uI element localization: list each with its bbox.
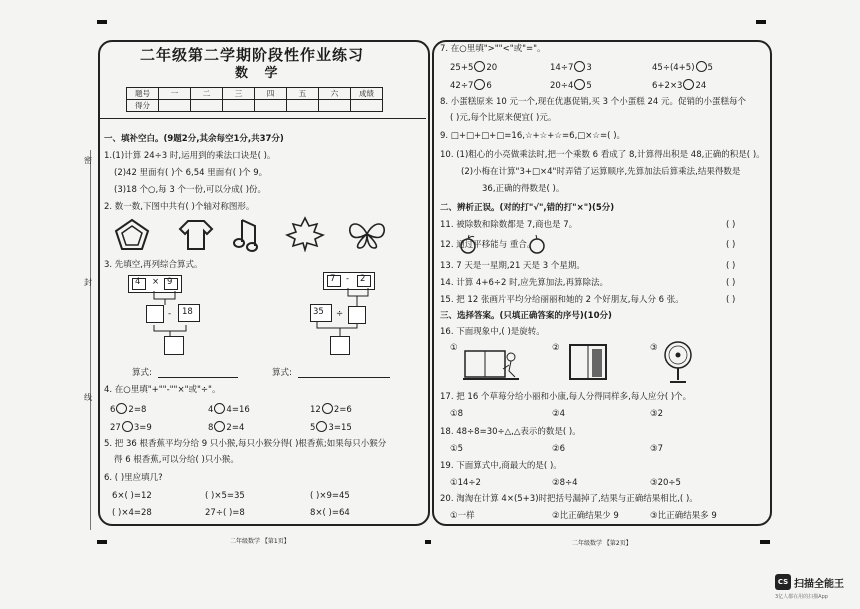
side-word-xian: 线	[84, 393, 92, 402]
answer-line[interactable]	[298, 377, 390, 378]
fill-item: 8 2=4	[208, 423, 245, 433]
question-10a: 10. (1)粗心的小亮做乘法时,把一个乘数 6 看成了 8,计算得出积是 48,正确的积是( )。	[440, 150, 765, 160]
side-word-feng: 封	[84, 278, 92, 287]
registration-mark	[760, 540, 770, 544]
judge-statement: 14. 计算 4+6÷2 时,应先算加法,再算除法。	[440, 278, 608, 288]
score-header-cell: 六	[319, 88, 351, 100]
score-header-cell: 一	[159, 88, 191, 100]
fill-item: 4 4=16	[208, 405, 250, 415]
question-10c: 36,正确的得数是( )。	[482, 184, 565, 194]
question-8a: 8. 小蛋糕原来 10 元一个,现在优惠促销,买 3 个小蛋糕 24 元。促销的小蛋糕每个	[440, 97, 746, 107]
question-7: 7. 在○里填">""<"或"="。	[440, 44, 546, 54]
choice-option: ③20÷5	[650, 478, 681, 488]
judge-statement: 15. 把 12 张画片平均分给丽丽和她的 2 个好朋友,每人分 6 张。	[440, 295, 684, 305]
choice-option: ①5	[450, 444, 464, 454]
fill-item: 27÷( )=8	[205, 508, 245, 518]
diagram-number: 9	[167, 277, 173, 287]
shirt-figure	[178, 218, 214, 252]
score-header-cell: 四	[255, 88, 287, 100]
compare-item: 14÷7 3	[550, 63, 592, 73]
judge-statement: 12. 通过平移能与 重合。	[440, 240, 536, 250]
page-title: 二年级第二学期阶段性作业练习	[140, 46, 365, 64]
answer-box[interactable]	[330, 336, 350, 355]
fill-item: 6×( )=12	[112, 491, 152, 501]
fill-item: 6 2=8	[110, 405, 147, 415]
score-table	[126, 87, 383, 112]
fill-item: 8×( )=64	[310, 508, 350, 518]
option-label: ③	[650, 343, 658, 353]
fill-item: ( )×9=45	[310, 491, 350, 501]
score-cell[interactable]	[223, 100, 255, 112]
choice-option: ②6	[552, 444, 566, 454]
choice-option: ①一样	[450, 511, 475, 521]
scanner-logo	[775, 574, 844, 590]
binding-line	[90, 150, 91, 530]
fill-item: ( )×5=35	[205, 491, 245, 501]
compare-item: 45÷(4+5) 5	[652, 63, 713, 73]
score-header-cell: 题号	[127, 88, 159, 100]
compare-item: 6+2×3 24	[652, 81, 707, 91]
option-label: ①	[450, 343, 458, 353]
diagram-number: 7	[330, 274, 336, 284]
score-cell[interactable]	[191, 100, 223, 112]
page-footer: 二年级数学 【第1页】	[230, 538, 290, 545]
registration-mark	[756, 20, 766, 24]
diagram-number: 18	[182, 307, 193, 317]
subject-title: 数 学	[235, 66, 284, 81]
section-heading: 三、选择答案。(只填正确答案的序号)(10分)	[440, 311, 612, 321]
pentagon-figure	[114, 218, 150, 252]
choice-option: ③2	[650, 409, 664, 419]
judge-answer[interactable]: ( )	[726, 261, 736, 271]
page-footer: 二年级数学 【第2页】	[572, 540, 632, 547]
judge-answer[interactable]: ( )	[726, 295, 736, 305]
judge-answer[interactable]: ( )	[726, 278, 736, 288]
question-10b: (2)小梅在计算"3+□×4"时弄错了运算顺序,先算加法后算乘法,结果得数是	[461, 167, 741, 177]
diagram-number: 2	[360, 274, 366, 284]
score-cell[interactable]	[319, 100, 351, 112]
score-cell[interactable]	[287, 100, 319, 112]
leaf-figure	[285, 216, 325, 252]
answer-box[interactable]	[348, 306, 366, 324]
question-6: 6. ( )里应填几?	[104, 473, 163, 483]
score-header-cell: 三	[223, 88, 255, 100]
question-2: 2. 数一数,下图中共有( )个轴对称图形。	[104, 202, 255, 212]
question-17: 17. 把 16 个草莓分给小丽和小康,每人分得同样多,每人应分( )个。	[440, 392, 692, 402]
compare-item: 25+5 20	[450, 63, 498, 73]
question-16: 16. 下面现象中,( )是旋转。	[440, 327, 545, 337]
question-8b: ( )元,每个比原来便宜( )元。	[450, 113, 557, 123]
scanner-tagline: 3亿人都在用的扫描App	[775, 594, 828, 600]
electric-fan-picture	[662, 340, 694, 386]
score-row-label: 得分	[127, 100, 159, 112]
question-20: 20. 淘淘在计算 4×(5+3)时把括号漏掉了,结果与正确结果相比,( )。	[440, 494, 698, 504]
question-1b: (2)42 里面有( )个 6,54 里面有( )个 9。	[114, 168, 268, 178]
diagram-operator: ÷	[336, 309, 344, 319]
choice-option: ②8÷4	[552, 478, 578, 488]
fill-item: 27 3=9	[110, 423, 152, 433]
diagram-operator: -	[346, 274, 350, 284]
choice-option: ③比正确结果多 9	[650, 511, 717, 521]
registration-mark	[425, 540, 431, 544]
choice-option: ①8	[450, 409, 464, 419]
fill-item: 5 3=15	[310, 423, 352, 433]
question-5b: 得 6 根香蕉,可以分给( )只小猴。	[114, 455, 239, 465]
registration-mark	[97, 20, 107, 24]
choice-option: ①14÷2	[450, 478, 481, 488]
scanner-app-name: 扫描全能王	[794, 578, 844, 590]
music-note-figure	[233, 216, 263, 252]
score-cell[interactable]	[351, 100, 383, 112]
cs-badge-icon: CS	[775, 574, 791, 590]
section-heading: 二、辨析正误。(对的打"√",错的打"×")(5分)	[440, 203, 615, 213]
diagram-operator: ×	[152, 277, 160, 287]
side-word-mi: 密	[84, 156, 92, 165]
score-cell[interactable]	[159, 100, 191, 112]
judge-answer[interactable]: ( )	[726, 240, 736, 250]
diagram-number: 35	[313, 307, 324, 317]
compare-item: 42÷7 6	[450, 81, 492, 91]
question-1a: 1.(1)计算 24÷3 时,运用到的乘法口诀是( )。	[104, 151, 276, 161]
score-header-cell: 二	[191, 88, 223, 100]
question-1c: (3)18 个○,每 3 个一份,可以分成( )份。	[114, 185, 267, 195]
elevator-door-picture	[566, 343, 612, 383]
sliding-window-picture	[463, 343, 521, 383]
score-header-cell: 五	[287, 88, 319, 100]
question-18: 18. 48÷8=30÷△,△表示的数是( )。	[440, 427, 581, 437]
formula-label: 算式:	[132, 368, 152, 378]
question-4: 4. 在○里填"+""-""×"或"÷"。	[104, 385, 221, 395]
choice-option: ②比正确结果少 9	[552, 511, 619, 521]
butterfly-figure	[346, 218, 388, 250]
judge-answer[interactable]: ( )	[726, 220, 736, 230]
fill-item: 12 2=6	[310, 405, 352, 415]
judge-statement: 13. 7 天是一星期,21 天是 3 个星期。	[440, 261, 585, 271]
answer-line[interactable]	[158, 377, 238, 378]
score-cell[interactable]	[255, 100, 287, 112]
section-heading: 一、填补空白。(9题2分,其余每空1分,共37分)	[104, 134, 284, 144]
apple-icon	[458, 234, 478, 254]
compare-item: 20÷4 5	[550, 81, 592, 91]
judge-statement: 11. 被除数和除数都是 7,商也是 7。	[440, 220, 578, 230]
fill-item: ( )×4=28	[112, 508, 152, 518]
choice-option: ②4	[552, 409, 566, 419]
answer-box[interactable]	[164, 336, 184, 355]
question-3: 3. 先填空,再列综合算式。	[104, 260, 203, 270]
answer-box[interactable]	[146, 305, 164, 323]
question-5a: 5. 把 36 根香蕉平均分给 9 只小猴,每只小猴分得( )根香蕉;如果每只小猴分	[104, 439, 387, 449]
score-header-cell: 成绩	[351, 88, 383, 100]
divider	[100, 118, 426, 119]
diagram-number: 4	[135, 277, 141, 287]
diagram-operator: -	[168, 309, 172, 319]
option-label: ②	[552, 343, 560, 353]
question-19: 19. 下面算式中,商最大的是( )。	[440, 461, 562, 471]
formula-label: 算式:	[272, 368, 292, 378]
registration-mark	[97, 540, 107, 544]
choice-option: ③7	[650, 444, 664, 454]
apple-outline-icon	[527, 234, 547, 254]
question-9: 9. □+□+□+□=16,☆+☆+☆=6,□×☆=( )。	[440, 131, 626, 141]
